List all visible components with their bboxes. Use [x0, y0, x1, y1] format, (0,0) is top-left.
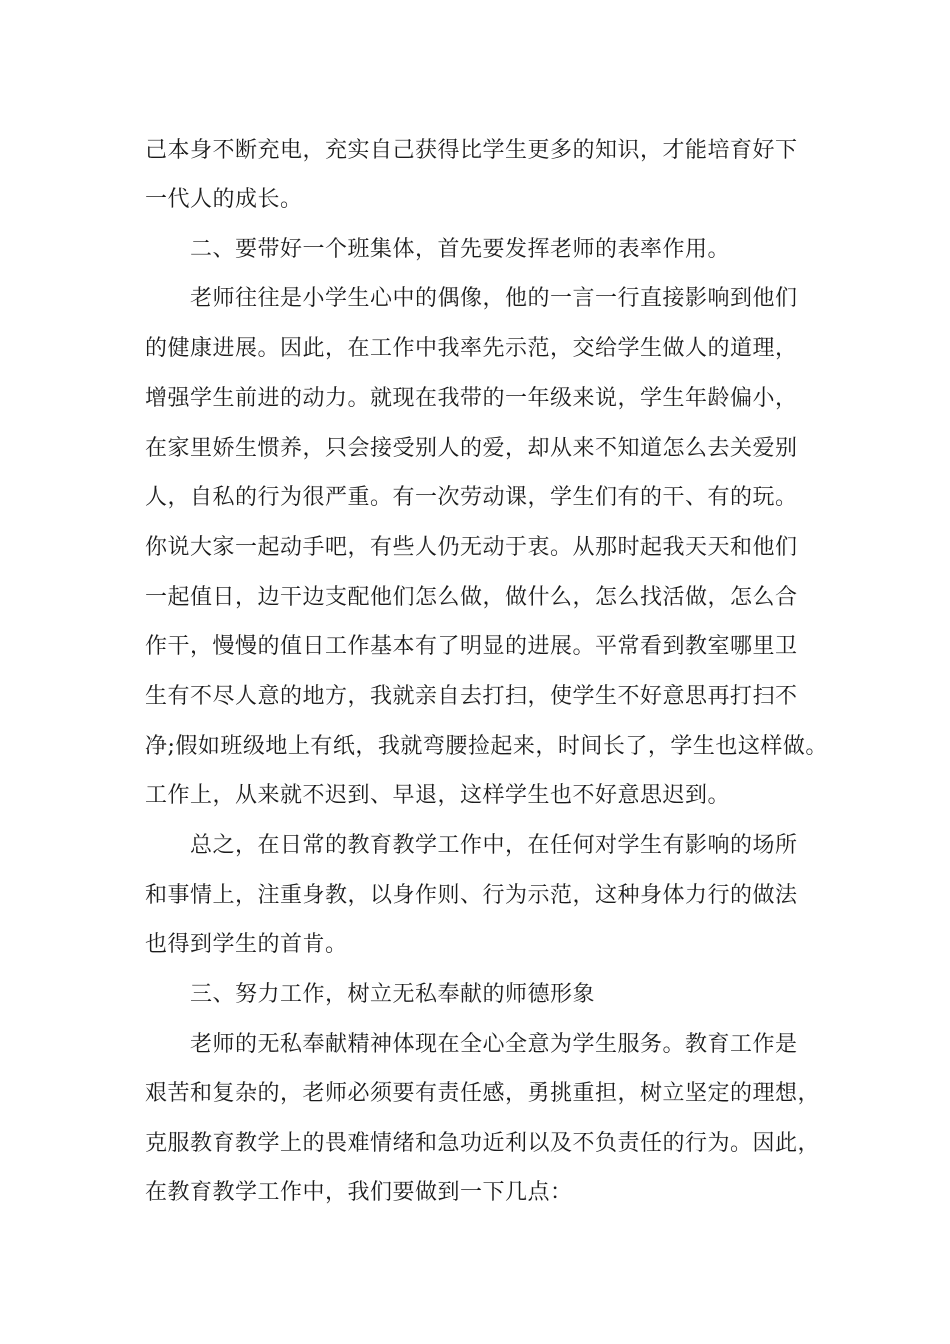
section-heading: 三、努力工作，树立无私奉献的师德形象 [190, 982, 596, 1007]
text-line: 一起值日，边干边支配他们怎么做，做什么，怎么找活做，怎么合 [145, 585, 798, 610]
section-heading: 二、要带好一个班集体，首先要发挥老师的表率作用。 [190, 237, 731, 262]
text-line: 在教育教学工作中，我们要做到一下几点： [145, 1180, 573, 1205]
text-line: 的健康进展。因此，在工作中我率先示范，交给学生做人的道理， [145, 336, 798, 361]
text-line: 老师的无私奉献精神体现在全心全意为学生服务。教育工作是 [190, 1032, 798, 1057]
text-line: 净;假如班级地上有纸，我就弯腰捡起来，时间长了，学生也这样做。 [145, 734, 828, 759]
text-line: 艰苦和复杂的，老师必须要有责任感，勇挑重担，树立坚定的理想， [145, 1081, 821, 1106]
text-line: 生有不尽人意的地方，我就亲自去打扫，使学生不好意思再打扫不 [145, 684, 798, 709]
text-line: 一代人的成长。 [145, 187, 303, 212]
text-line: 在家里娇生惯养，只会接受别人的爱，却从来不知道怎么去关爱别 [145, 436, 798, 461]
text-line: 工作上，从来就不迟到、早退，这样学生也不好意思迟到。 [145, 783, 731, 808]
text-line: 己本身不断充电，充实自己获得比学生更多的知识，才能培育好下 [145, 138, 798, 163]
text-line: 老师往往是小学生心中的偶像，他的一言一行直接影响到他们 [190, 286, 798, 311]
text-line: 和事情上，注重身教，以身作则、行为示范，这种身体力行的做法 [145, 883, 798, 908]
text-line: 也得到学生的首肯。 [145, 932, 348, 957]
text-line: 增强学生前进的动力。就现在我带的一年级来说，学生年龄偏小， [145, 386, 798, 411]
text-line: 总之，在日常的教育教学工作中，在任何对学生有影响的场所 [190, 833, 798, 858]
text-line: 人，自私的行为很严重。有一次劳动课，学生们有的干、有的玩。 [145, 485, 798, 510]
text-line: 你说大家一起动手吧，有些人仍无动于衷。从那时起我天天和他们 [145, 535, 798, 560]
text-line: 克服教育教学上的畏难情绪和急功近利以及不负责任的行为。因此， [145, 1131, 821, 1156]
text-line: 作干，慢慢的值日工作基本有了明显的进展。平常看到教室哪里卫 [145, 634, 798, 659]
